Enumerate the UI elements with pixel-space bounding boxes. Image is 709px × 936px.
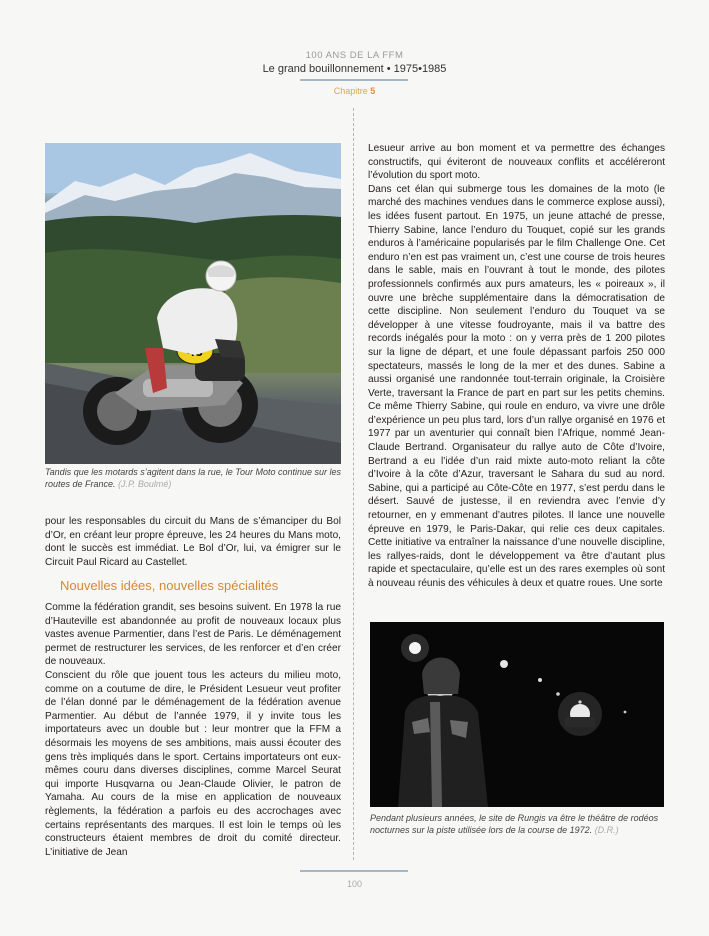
left-paragraph-2: Conscient du rôle que jouent tous les acteurs du milieu moto, comme on a coutume de dire, le Président Lesueur veut profiter de l’élan donné par le déménagement de la fédération avenue Parmentier. Au début de l’année 1979, il y invite tous les importateurs avec un double but : leur montrer que la FFM a désormais les moyens de ses ambitions, mais aussi écouter des gens très impliqués dans le sport. Certains importateurs ont eux-mêmes couru dans diverses disciplines, comme Marcel Seurat qui importe Husqvarna ou Jean-Claude Olivier, le patron de Yamaha. Au cours de la mise en application de nouveaux règlements, la fédération a parfois eu des accrochages avec certains représentants des marques. Il est loin le temps où les constructeurs étaient membres de droit du comité directeur. L’initiative de Jean xyxy=(45,669,341,858)
caption-2-text: Pendant plusieurs années, le site de Rungis va être le théâtre de rodéos nocturnes sur la piste utilisée lors de la course de 1972. xyxy=(370,813,659,835)
right-paragraph-2: Dans cet élan qui submerge tous les domaines de la moto (le marché des machines vendues dans le commerce explose aussi), les idées fusent partout. En 1975, un jeune attaché de presse, Thierry Sabine, lance l’enduro du Touquet, copié sur les grands enduros à l’américaine popularisés par le film Challenge One. Cet enduro n’en est pas vraiment un, c’est une course de trois heures dans le sable, mais en l’ouvrant à tout le monde, des pilotes professionnels confirmés aux purs amateurs, les « poireaux », il ouvre une brèche supplémentaire dans la démocratisation de cette discipline. Non seulement l’enduro du Touquet va se développer à une vitesse foudroyante, mais il va battre des records inégalés pour la moto : on y verra près de 1 200 pilotes sur la ligne de départ, et une foule dépassant parfois 250 000 spectateurs, massés le long de la mer et des dunes. Sabine a aussi organisé une randonnée tout-terrain originale, la Croisière Verte, traversant la France de part en part sur les petits chemins. Ce même Thierry Sabine, qui roule en enduro, va vivre une drôle d’expérience un peu plus tard, lors d’un rallye organisé en 1976 et 1977 par un aventurier qui connaît bien l’Afrique, nommé Jean-Claude Bertrand. Organisateur du rallye auto de Côte d’Ivoire, Bertrand a eu l’idée d’un raid mixte auto-moto reliant la côte d’Ivoire à la côte d’Azur, traversant le Sahara du sud au nord. Sabine, qui a participé au Côte-Côte en 1977, s’est perdu dans le désert. Sauvé de justesse, il en reviendra avec l’envie d’y retourner, en y emmenant d’autres pilotes. Il lance une nouvelle épreuve en 1979, le Paris-Dakar, qui relie ces deux capitales. Cette initiative va entraîner la naissance d’une nouvelle discipline, les rallyes-raids, dont le développement va être d’autant plus rapide et spectaculaire, qu’elle est un des rares exemples où sont à nouveau réunis des véhicules à deux et quatre roues. Une sorte xyxy=(368,183,665,589)
footer-rule xyxy=(300,870,408,872)
photo-caption-1 xyxy=(45,467,345,490)
right-paragraph-1: Lesueur arrive au bon moment et va permettre des échanges constructifs, qui éviteront de nouveaux conflits et accéléreront l’évolution du sport moto. xyxy=(368,143,665,182)
chapter-number: 5 xyxy=(370,86,376,96)
photo-night-rodeo xyxy=(370,622,664,807)
header-rule xyxy=(300,79,408,81)
left-column-intro xyxy=(45,515,341,569)
caption-1-text: Tandis que les motards s’agitent dans la rue, le Tour Moto continue sur les routes de France. xyxy=(45,467,342,489)
photo-motorcyclist xyxy=(45,143,341,464)
column-divider xyxy=(353,108,354,860)
chapter-label-text: Chapitre xyxy=(333,86,368,96)
photo-caption-2 xyxy=(370,813,670,836)
left-intro-paragraph: pour les responsables du circuit du Mans de s’émanciper du Bol d’Or, en créant leur propre épreuve, les 24 heures du Mans moto, dont le succès est immédiat. Le Bol d’Or, lui, va émigrer sur le Circuit Paul Ricard au Castellet. xyxy=(45,516,341,568)
caption-2-credit: (D.R.) xyxy=(594,824,619,835)
left-column-body xyxy=(45,601,341,859)
right-column-body xyxy=(368,142,665,591)
page-number: 100 xyxy=(346,879,363,889)
running-header-series: 100 ANS DE LA FFM xyxy=(305,50,404,61)
chapter-label xyxy=(0,86,709,96)
night-scene-illustration xyxy=(370,622,664,807)
caption-1-credit: (J.P. Boulmé) xyxy=(118,478,172,489)
running-header-title: Le grand bouillonnement • 1975•1985 xyxy=(262,63,447,75)
motorcyclist-illustration xyxy=(45,143,341,464)
left-paragraph-1: Comme la fédération grandit, ses besoins suivent. En 1978 la rue d’Hauteville est abandonnée au profit de nouveaux locaux plus vastes avenue Parmentier, dans l’est de Paris. Le déménagement permet de restructurer les services, de les renforcer et d’en créer de nouveaux. xyxy=(45,602,341,668)
section-title: Nouvelles idées, nouvelles spécialités xyxy=(60,578,279,593)
